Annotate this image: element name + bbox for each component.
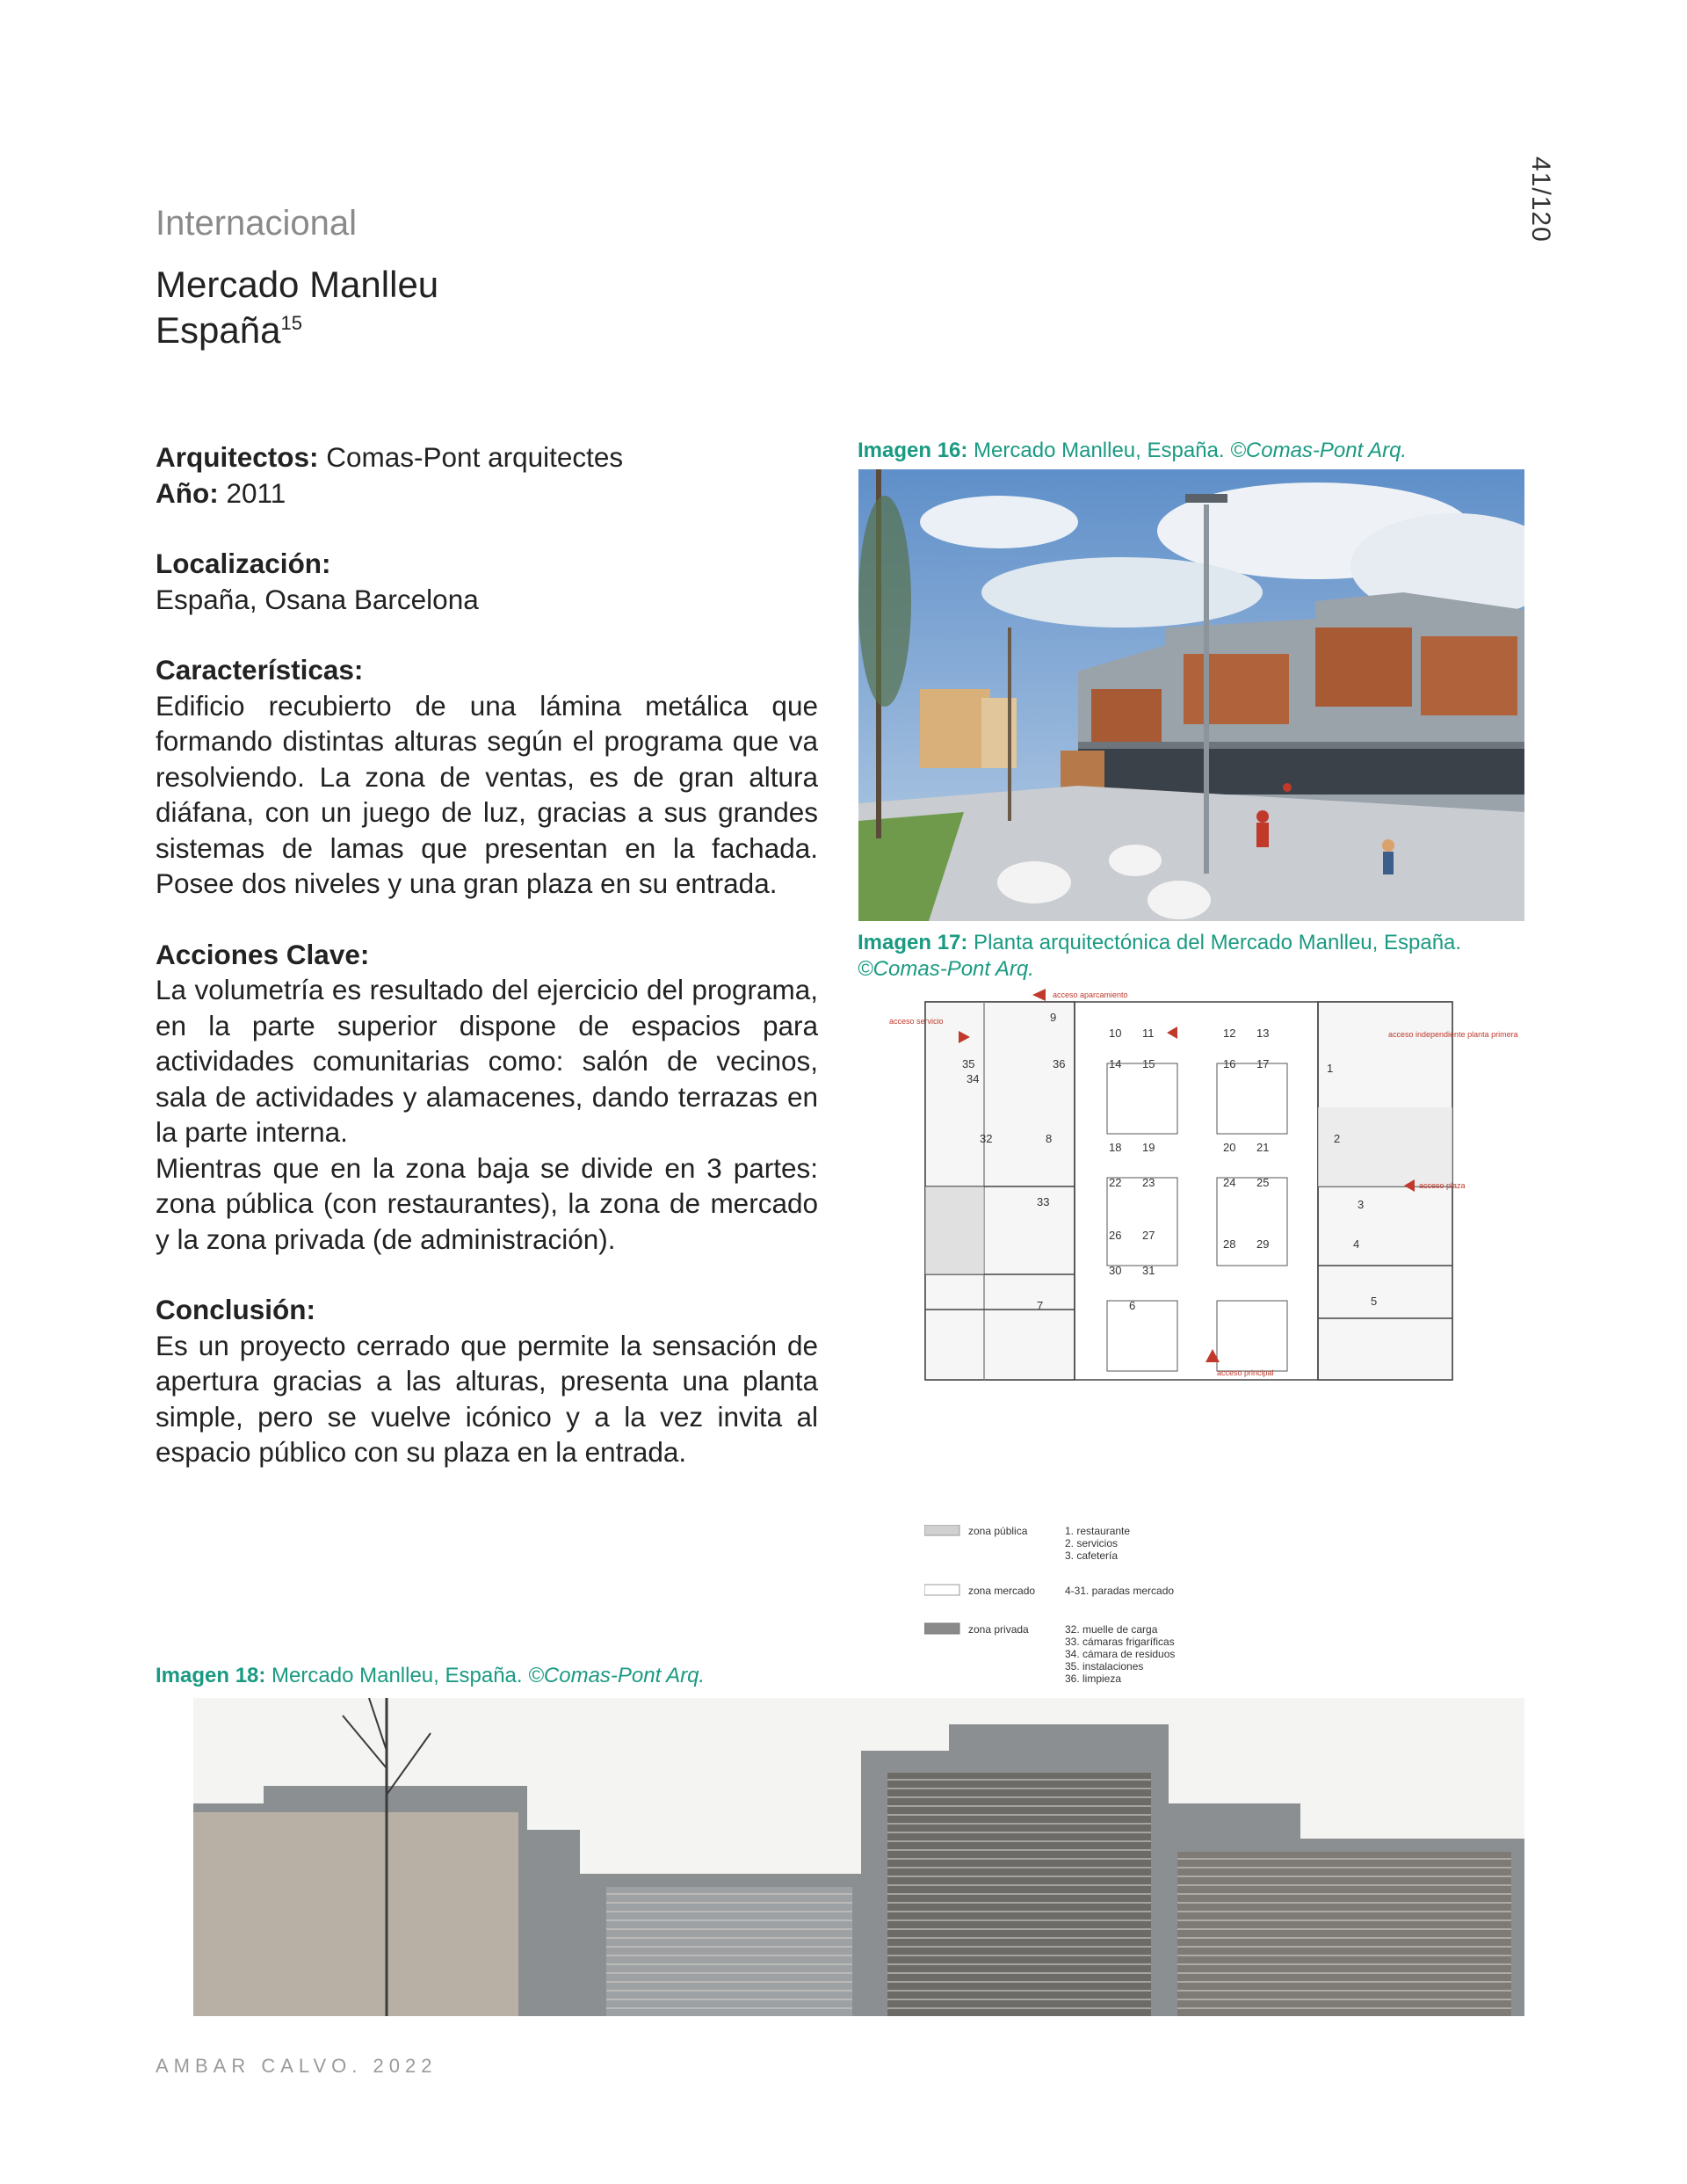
plan-legend xyxy=(924,1525,1293,1701)
room-number-2: 2 xyxy=(1334,1132,1341,1145)
market-photo-plaza xyxy=(858,469,1524,921)
room-number-6: 6 xyxy=(1129,1299,1136,1312)
legend-publica-item-3: 3. cafetería xyxy=(1065,1549,1119,1562)
footnote-marker: 15 xyxy=(280,312,302,334)
room-number-19: 19 xyxy=(1142,1141,1155,1154)
room-number-32: 32 xyxy=(980,1132,993,1145)
room-number-1: 1 xyxy=(1327,1062,1334,1075)
room-number-31: 31 xyxy=(1142,1264,1155,1277)
room-number-13: 13 xyxy=(1256,1027,1270,1040)
acciones-text-2: Mientras que en la zona baja se divide en 3 partes: zona pública (con restaurantes), la zona de mercado y la zona privada (de administración). xyxy=(156,1151,818,1255)
room-number-11: 11 xyxy=(1142,1027,1155,1040)
legend-privada-item-1: 32. muelle de carga xyxy=(1065,1623,1158,1636)
anio-line xyxy=(156,475,818,512)
image16-credit: ©Comas-Pont Arq. xyxy=(1230,439,1408,462)
label-acceso-principal: acceso principal xyxy=(1217,1368,1274,1377)
localizacion-value: España, Osana Barcelona xyxy=(156,583,479,615)
room-number-8: 8 xyxy=(1046,1132,1053,1145)
room-number-23: 23 xyxy=(1142,1176,1155,1189)
room-number-18: 18 xyxy=(1109,1141,1122,1154)
image16-caption xyxy=(858,438,1525,464)
room-number-3: 3 xyxy=(1358,1198,1365,1211)
legend-privada-item-4: 35. instalaciones xyxy=(1065,1660,1144,1672)
image18-label: Imagen 18: xyxy=(156,1664,266,1687)
conclusion-label: Conclusión: xyxy=(156,1294,315,1325)
arquitectos-line xyxy=(156,439,818,475)
section-title: Internacional xyxy=(156,204,358,243)
localizacion-label: Localización: xyxy=(156,548,331,579)
anio-label: Año: xyxy=(156,476,219,509)
room-number-30: 30 xyxy=(1109,1264,1122,1277)
info-column xyxy=(156,439,818,1470)
room-number-33: 33 xyxy=(1037,1195,1050,1208)
acciones-text-1: La volumetría es resultado del ejercicio del programa, en la parte superior dispone de espacios para actividades comunitarias como: salón de vecinos, sala de actividades y alamacenes, dando terrazas en la parte interna. xyxy=(156,974,818,1148)
image17-caption xyxy=(858,930,1525,983)
label-acceso-servicio: acceso servicio xyxy=(889,1017,944,1026)
caracteristicas-text: Edificio recubierto de una lámina metálica que formando distintas alturas según el programa que va resolviendo. La zona de ventas, es de gran altura diáfana, con un juego de luz, gracias a sus grandes sistemas de lamas que presentan en la fachada. Posee dos niveles y una gran plaza en su entrada. xyxy=(156,689,818,899)
image16-label: Imagen 16: xyxy=(858,439,968,462)
image17-text: Planta arquitectónica del Mercado Manlleu, España. xyxy=(967,931,1462,954)
room-number-22: 22 xyxy=(1109,1176,1122,1189)
page-title xyxy=(156,262,438,353)
label-acceso-independiente: acceso independiente planta primera xyxy=(1388,1030,1518,1039)
image18-credit: ©Comas-Pont Arq. xyxy=(528,1664,706,1687)
room-number-26: 26 xyxy=(1109,1229,1122,1242)
room-number-25: 25 xyxy=(1256,1176,1270,1189)
label-acceso-aparcamiento: acceso aparcamiento xyxy=(1053,990,1128,999)
room-number-24: 24 xyxy=(1223,1176,1236,1189)
footer-author: AMBAR CALVO. 2022 xyxy=(156,2055,438,2077)
anio-value: 2011 xyxy=(218,476,286,509)
room-number-35: 35 xyxy=(962,1057,975,1070)
floor-plan xyxy=(879,984,1529,1477)
caracteristicas-label: Características: xyxy=(156,654,364,686)
room-number-27: 27 xyxy=(1142,1229,1155,1242)
legend-publica-item-1: 1. restaurante xyxy=(1065,1525,1131,1537)
acciones-label: Acciones Clave: xyxy=(156,938,370,970)
title-line-2 xyxy=(156,308,438,353)
arquitectos-label: Arquitectos: xyxy=(156,441,319,473)
room-number-5: 5 xyxy=(1371,1295,1378,1308)
room-number-34: 34 xyxy=(967,1072,980,1085)
image17-credit: ©Comas-Pont Arq. xyxy=(858,957,1034,981)
legend-zona-privada: zona privada xyxy=(968,1623,1029,1636)
room-number-9: 9 xyxy=(1050,1011,1057,1024)
page-number: 41/120 xyxy=(1526,156,1555,243)
room-number-7: 7 xyxy=(1037,1299,1044,1312)
image18-text: Mercado Manlleu, España. xyxy=(265,1664,529,1687)
arquitectos-value: Comas-Pont arquitectes xyxy=(318,441,624,473)
room-number-16: 16 xyxy=(1223,1057,1236,1070)
legend-privada-item-2: 33. cámaras frigaríficas xyxy=(1065,1636,1175,1648)
image16-text: Mercado Manlleu, España. xyxy=(967,439,1231,462)
room-number-12: 12 xyxy=(1223,1027,1236,1040)
legend-privada-item-5: 36. limpieza xyxy=(1065,1672,1122,1685)
market-photo-facade xyxy=(193,1698,1524,2016)
room-number-4: 4 xyxy=(1353,1237,1360,1251)
legend-publica-item-2: 2. servicios xyxy=(1065,1537,1119,1549)
room-number-29: 29 xyxy=(1256,1237,1270,1251)
title-country: España xyxy=(156,309,281,351)
room-number-28: 28 xyxy=(1223,1237,1236,1251)
room-number-20: 20 xyxy=(1223,1141,1236,1154)
image17-label: Imagen 17: xyxy=(858,931,968,954)
room-number-10: 10 xyxy=(1109,1027,1122,1040)
conclusion-text: Es un proyecto cerrado que permite la sensación de apertura gracias a las alturas, presenta una planta simple, pero se vuelve icónico y a la vez invita al espacio público con su plaza en la entrada. xyxy=(156,1329,818,1468)
room-number-15: 15 xyxy=(1142,1057,1155,1070)
legend-mercado-item-1: 4-31. paradas mercado xyxy=(1065,1585,1175,1597)
room-number-14: 14 xyxy=(1109,1057,1122,1070)
label-acceso-plaza: acceso plaza xyxy=(1419,1181,1466,1190)
legend-zona-mercado: zona mercado xyxy=(968,1585,1036,1597)
room-number-21: 21 xyxy=(1256,1141,1270,1154)
room-number-17: 17 xyxy=(1256,1057,1270,1070)
image18-caption xyxy=(156,1663,823,1689)
room-number-36: 36 xyxy=(1053,1057,1066,1070)
legend-privada-item-3: 34. cámara de residuos xyxy=(1065,1648,1176,1660)
title-line-1: Mercado Manlleu xyxy=(156,264,439,305)
legend-zona-publica: zona pública xyxy=(968,1525,1028,1537)
